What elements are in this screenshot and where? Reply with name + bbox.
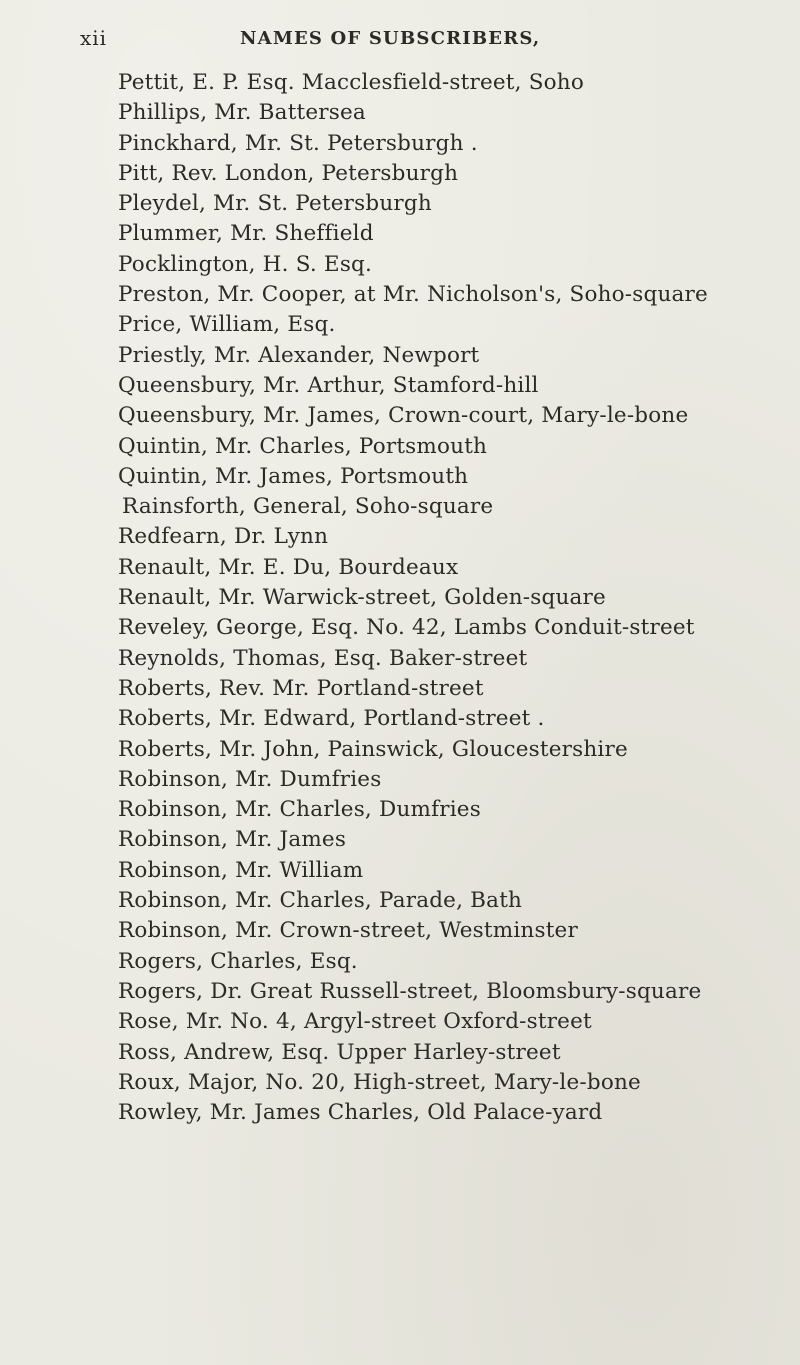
running-title: NAMES OF SUBSCRIBERS, xyxy=(240,28,541,49)
subscriber-entry: Roux, Major, No. 20, High-street, Mary-le-bone xyxy=(118,1069,641,1095)
subscriber-entry: Pettit, E. P. Esq. Macclesfield-street, Soho xyxy=(118,70,584,95)
page-number: xii xyxy=(80,26,108,50)
subscriber-entry: Preston, Mr. Cooper, at Mr. Nicholson's, Soho-square xyxy=(118,282,708,308)
subscriber-entry: Priestly, Mr. Alexander, Newport xyxy=(118,342,480,368)
subscriber-entry: Quintin, Mr. Charles, Portsmouth xyxy=(118,433,488,459)
subscriber-entry: Pinckhard, Mr. St. Petersburgh . xyxy=(118,130,478,156)
subscriber-entry: Roberts, Mr. John, Painswick, Gloucestershire xyxy=(118,736,628,762)
subscriber-entry: Robinson, Mr. William xyxy=(118,857,364,883)
subscriber-entry: Robinson, Mr. Dumfries xyxy=(118,766,382,792)
subscriber-entry: Pleydel, Mr. St. Petersburgh xyxy=(118,191,432,217)
subscriber-entry: Rowley, Mr. James Charles, Old Palace-yard xyxy=(118,1100,603,1126)
subscriber-entry: Roberts, Mr. Edward, Portland-street . xyxy=(118,706,545,732)
subscriber-entry: Robinson, Mr. Crown-street, Westminster xyxy=(118,918,578,944)
subscriber-entry: Price, William, Esq. xyxy=(118,312,336,338)
subscriber-entry: Pitt, Rev. London, Petersburgh xyxy=(118,160,459,186)
subscriber-entry: Reveley, George, Esq. No. 42, Lambs Conduit-street xyxy=(118,615,695,641)
page-header xyxy=(80,26,760,54)
subscriber-entry: Robinson, Mr. Charles, Dumfries xyxy=(118,797,481,823)
subscriber-entry: Rainsforth, General, Soho-square xyxy=(122,494,494,520)
subscriber-entry: Quintin, Mr. James, Portsmouth xyxy=(118,463,469,489)
subscriber-entry: Robinson, Mr. Charles, Parade, Bath xyxy=(118,888,523,914)
subscriber-entry: Roberts, Rev. Mr. Portland-street xyxy=(118,675,484,701)
subscriber-entry: Reynolds, Thomas, Esq. Baker-street xyxy=(118,645,528,671)
subscriber-entry: Rose, Mr. No. 4, Argyl-street Oxford-street xyxy=(118,1009,592,1035)
subscriber-entry: Pocklington, H. S. Esq. xyxy=(118,251,373,277)
subscriber-entry: Renault, Mr. Warwick-street, Golden-square xyxy=(118,585,606,611)
subscriber-entry: Queensbury, Mr. James, Crown-court, Mary-le-bone xyxy=(118,403,689,429)
subscriber-entry: Rogers, Charles, Esq. xyxy=(118,948,358,974)
subscriber-entry: Rogers, Dr. Great Russell-street, Bloomsbury-square xyxy=(118,978,702,1004)
subscriber-entry: Renault, Mr. E. Du, Bourdeaux xyxy=(118,554,459,580)
subscriber-entry: Ross, Andrew, Esq. Upper Harley-street xyxy=(118,1039,561,1065)
subscriber-list xyxy=(0,68,800,1128)
subscriber-entry: Phillips, Mr. Battersea xyxy=(118,100,366,126)
subscriber-entry: Plummer, Mr. Sheffield xyxy=(118,221,374,247)
subscriber-entry: Robinson, Mr. James xyxy=(118,827,347,853)
subscriber-entry: Queensbury, Mr. Arthur, Stamford-hill xyxy=(118,372,539,398)
subscriber-entry: Redfearn, Dr. Lynn xyxy=(118,524,329,550)
